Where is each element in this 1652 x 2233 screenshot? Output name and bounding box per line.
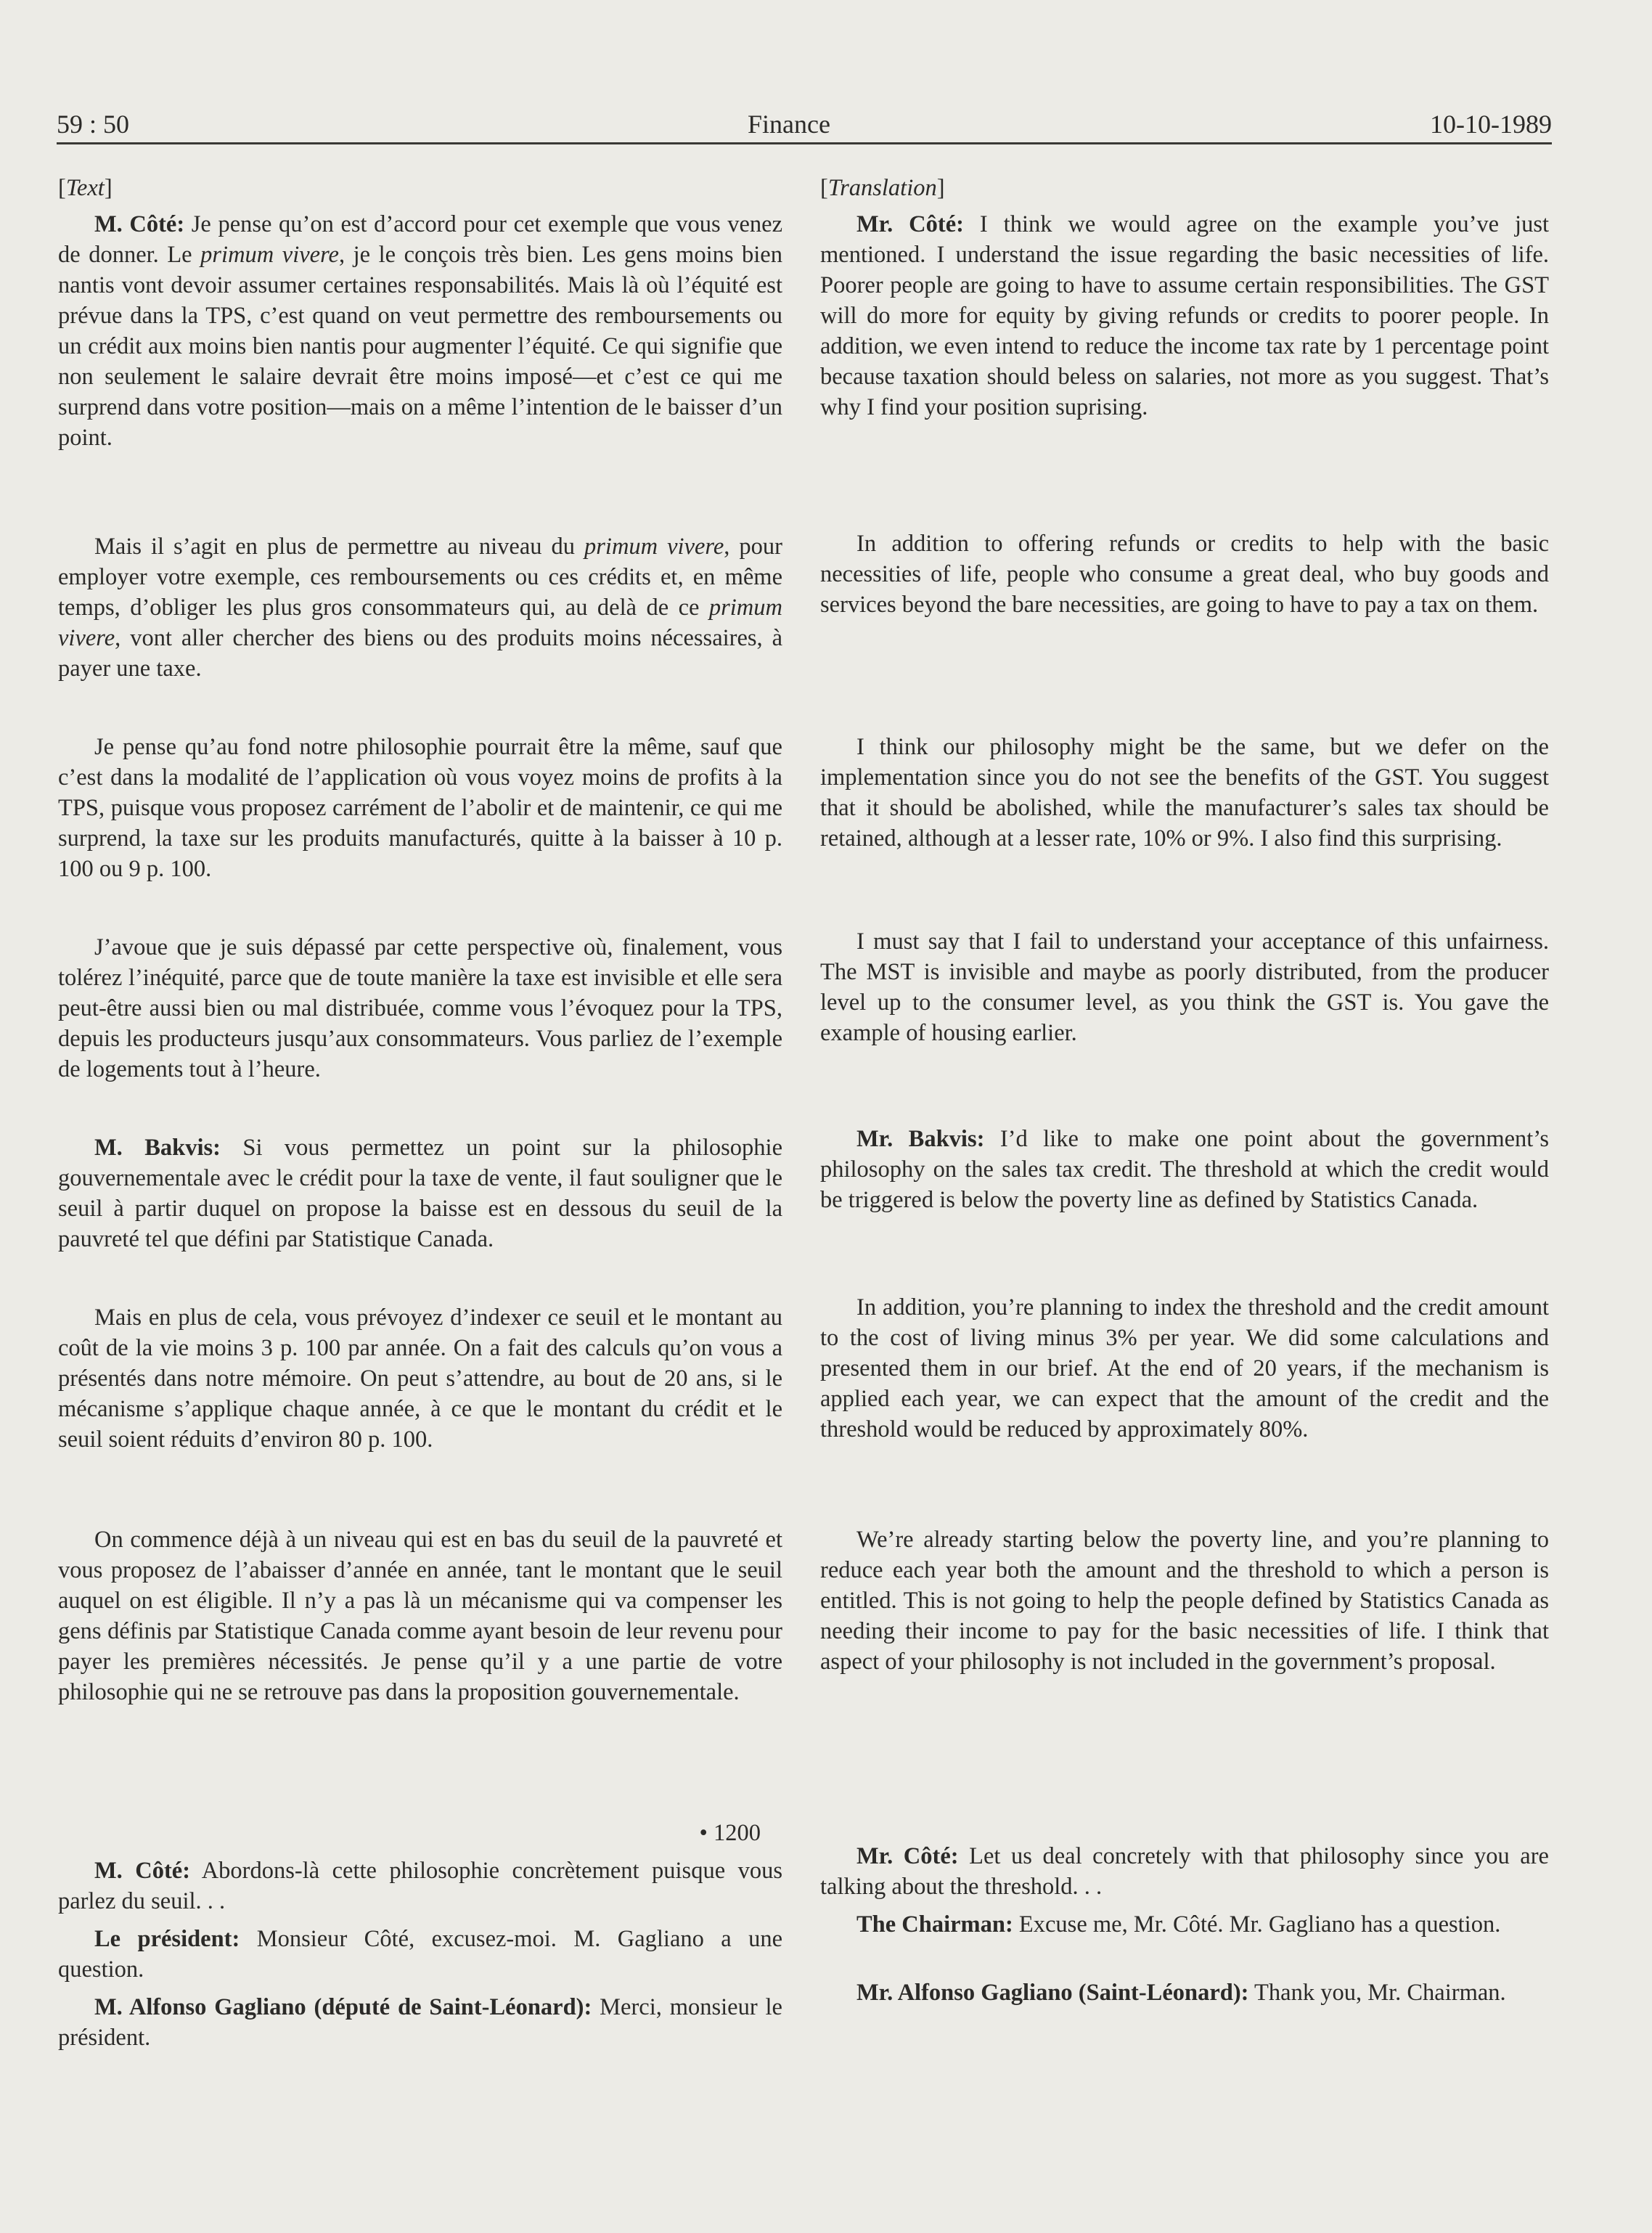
speaker: The Chairman: [856, 1911, 1013, 1938]
english-label: [Translation] [820, 175, 945, 201]
speaker: Mr. Bakvis: [856, 1126, 985, 1152]
paragraph: M. Côté: Je pense qu’on est d’accord pour cet exemple que vous venez de donner. Le primum vivere, je le conçois très bien. Les gens moins bien nantis vont devoir assumer certaines responsabilités. Mais là où l’équité est prévue dans la TPS, c’est quand on veut permettre des remboursements ou un crédit aux moins bien nantis pour augmenter l’équité. Ce qui signifie que non seulement le salaire devrait être moins imposé—et c’est ce qui me surprend dans votre position—mais on a même l’intention de le baisser d’un point. [58, 211, 782, 451]
speaker: M. Côté: [94, 1858, 191, 1884]
paragraph: Mr. Côté: I think we would agree on the example you’ve just mentioned. I understand the issue regarding the basic necessities of life. Poorer people are going to have to assume certain responsibilities. The GST will do more for equity by giving refunds or credits to poorer people. In addition, we even intend to reduce the income tax rate by 1 percentage point because taxation should beless on salaries, not more as you suggest. That’s why I find your position suprising. [820, 211, 1549, 420]
speaker: Mr. Alfonso Gagliano (Saint-Léonard): [856, 1980, 1249, 2006]
paragraph: On commence déjà à un niveau qui est en bas du seuil de la pauvreté et vous proposez de l’abaisser d’année en année, tant le montant que le seuil auquel on est éligible. Il n’y a pas là un mécanisme qui va compenser les gens définis par Statistique Canada comme ayant besoin de leur revenu pour payer les premières nécessités. Je pense qu’il y a une partie de votre philosophie qui ne se retrouve pas dans la proposition gouvernementale. [58, 1527, 782, 1705]
speaker: Mr. Côté: [856, 211, 964, 237]
paragraph: In addition to offering refunds or credits to help with the basic necessities of life, people who consume a great deal, who buy goods and services beyond the bare necessities, are going to have to pay a tax on them. [820, 531, 1549, 618]
paragraph: We’re already starting below the poverty line, and you’re planning to reduce each year both the amount and the threshold to which a person is entitled. This is not going to help the people defined by Statistics Canada as needing their income to pay for the basic necessities of life. I think that aspect of your philosophy is not included in the government’s proposal. [820, 1527, 1549, 1675]
paragraph: Mr. Alfonso Gagliano (Saint-Léonard): Thank you, Mr. Chairman. [856, 1980, 1506, 2006]
paragraph: M. Bakvis: Si vous permettez un point sur la philosophie gouvernementale avec le crédit pour la taxe de vente, il faut souligner que le seuil à partir duquel on propose la baisse est en dessous du seuil de la pauvreté tel que défini par Statistique Canada. [58, 1135, 782, 1252]
paragraph: J’avoue que je suis dépassé par cette perspective où, finalement, vous tolérez l’inéquité, parce que de toute manière la taxe est invisible et elle sera peut-être aussi bien ou mal distribuée, comme vous l’évoquez pour la TPS, depuis les producteurs jusqu’aux consommateurs. Vous parliez de l’exemple de logements tout à l’heure. [58, 934, 782, 1082]
paragraph: Le président: Monsieur Côté, excusez-moi. M. Gagliano a une question. [58, 1926, 782, 1983]
speaker: Mr. Côté: [856, 1843, 959, 1869]
paragraph: Mr. Bakvis: I’d like to make one point about the government’s philosophy on the sales tax credit. The threshold at which the credit would be triggered is below the poverty line as defined by Statistics Canada. [820, 1126, 1550, 1213]
paragraph: In addition, you’re planning to index the threshold and the credit amount to the cost of living minus 3% per year. We did some calculations and presented them in our brief. At the end of 20 years, if the mechanism is applied each year, we can expect that the amount of the credit and the threshold would be reduced by approximately 80%. [820, 1294, 1549, 1442]
paragraph: Je pense qu’au fond notre philosophie pourrait être la même, sauf que c’est dans la modalité de l’application où vous voyez moins de profits à la TPS, puisque vous proposez carrément de l’abolir et de maintenir, ce qui me surprend, la taxe sur les produits manufacturés, quitte à la baisser à 10 p. 100 ou 9 p. 100. [58, 734, 782, 882]
paragraph: I think our philosophy might be the same, but we defer on the implementation since you do not see the benefits of the GST. You suggest that it should be abolished, while the manufacturer’s sales tax should be retained, although at a lesser rate, 10% or 9%. I also find this surprising. [820, 734, 1549, 852]
paragraph: Mr. Côté: Let us deal concretely with that philosophy since you are talking about the threshold. . . [820, 1843, 1549, 1900]
paragraph: The Chairman: Excuse me, Mr. Côté. Mr. Gagliano has a question. [856, 1911, 1501, 1938]
paragraph: Mais il s’agit en plus de permettre au niveau du primum vivere, pour employer votre exemple, ces remboursements ou ces crédits et, en même temps, d’obliger les plus gros consommateurs qui, au delà de ce primum vivere, vont aller chercher des biens ou des produits moins nécessaires, à payer une taxe. [58, 534, 782, 682]
header-rule [57, 142, 1552, 144]
page-number: 59 : 50 [57, 110, 130, 139]
paragraph: M. Alfonso Gagliano (député de Saint-Léonard): Merci, monsieur le président. [58, 1994, 782, 2051]
paragraph: Mais en plus de cela, vous prévoyez d’indexer ce seuil et le montant au coût de la vie moins 3 p. 100 par année. On a fait des calculs qu’on vous a présentés dans notre mémoire. On peut s’attendre, au bout de 20 ans, si le mécanisme s’applique chaque année, à ce que le montant du crédit et le seuil soient réduits d’environ 80 p. 100. [58, 1305, 782, 1453]
speaker: M. Alfonso Gagliano (député de Saint-Léonard): [94, 1994, 592, 2020]
committee-title: Finance [748, 110, 830, 139]
paragraph: M. Côté: Abordons-là cette philosophie concrètement puisque vous parlez du seuil. . . [58, 1858, 782, 1914]
sitting-date: 10-10-1989 [1430, 110, 1552, 139]
speaker: Le président: [94, 1926, 240, 1952]
paragraph: I must say that I fail to understand your acceptance of this unfairness. The MST is invisible and maybe as poorly distributed, from the producer level up to the consumer level, as you think the GST is. You gave the example of housing earlier. [820, 928, 1549, 1046]
french-label: [Text] [58, 175, 113, 201]
time-marker: • 1200 [699, 1820, 761, 1846]
speaker: M. Côté: [94, 211, 185, 237]
speaker: M. Bakvis: [94, 1135, 221, 1161]
